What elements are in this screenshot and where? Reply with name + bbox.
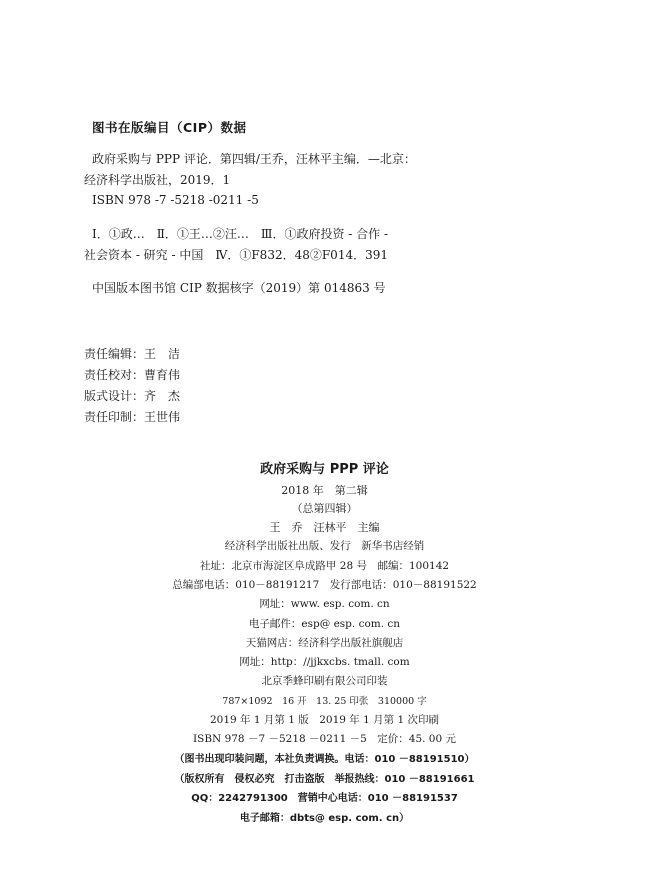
cip-title-line: 政府采购与 PPP 评论．第四辑/王乔，汪林平主编．—北京：: [92, 152, 416, 166]
book-title: 政府采购与 PPP 评论: [260, 462, 389, 477]
chief-editors: 王 乔 汪林平 主编: [269, 521, 380, 534]
isbn-price-line: ISBN 978 －7 －5218 －0211 －5 定价：45. 00 元: [192, 733, 456, 745]
notice-replacement-line: （图书出现印装问题，本社负责调换。电话：010 －88191510）: [174, 754, 475, 765]
printing-supervisor: 责任印制：王世伟: [84, 410, 181, 424]
email-line: 电子邮件：esp@ esp. com. cn: [248, 618, 401, 630]
responsible-editor: 责任编辑：王 洁: [84, 347, 181, 361]
cip-number-line: 中国版本图书馆 CIP 数据核字（2019）第 014863 号: [92, 281, 386, 295]
cip-classification-line-2: 社会资本 - 研究 - 中国 Ⅳ．①F832．48②F014．391: [84, 248, 388, 262]
notice-email-line: 电子邮箱：dbts@ esp. com. cn）: [239, 813, 410, 824]
tmall-store-line: 天猫网店：经济科学出版社旗舰店: [245, 637, 404, 649]
notice-contact-line: QQ：2242791300 营销中心电话：010 －88191537: [191, 793, 458, 804]
proofreader: 责任校对：曹育伟: [84, 368, 181, 382]
phones-line: 总编部电话：010－88191217 发行部电话：010－88191522: [172, 579, 477, 591]
cip-classification-line-1: Ⅰ．①政… Ⅱ．①王…②汪… Ⅲ．①政府投资 - 合作 -: [92, 227, 389, 241]
publisher-line: 经济科学出版社出版、发行 新华书店经销: [224, 540, 425, 552]
website-line: 网址：www. esp. com. cn: [259, 598, 390, 610]
cip-isbn-line: ISBN 978 -7 -5218 -0211 -5: [92, 193, 259, 207]
cip-publisher-line: 经济科学出版社，2019．1: [84, 173, 231, 187]
notice-copyright-line: （版权所有 侵权必究 打击盗版 举报热线：010 －88191661: [174, 774, 475, 785]
print-info-line: 2019 年 1 月第 1 版 2019 年 1 月第 1 次印刷: [209, 714, 440, 726]
printer-line: 北京季蜂印刷有限公司印装: [261, 675, 388, 687]
cip-heading: 图书在版编目（CIP）数据: [92, 120, 247, 135]
address-line: 社址：北京市海淀区阜成路甲 28 号 邮编：100142: [199, 560, 450, 572]
total-issue-line: （总第四辑）: [291, 502, 358, 515]
layout-designer: 版式设计：齐 杰: [84, 389, 181, 403]
edition-line: 2018 年 第二辑: [281, 484, 368, 497]
format-line: 787×1092 16 开 13. 25 印张 310000 字: [222, 696, 427, 707]
tmall-url-line: 网址：http：//jjkxcbs. tmall. com: [239, 656, 410, 668]
